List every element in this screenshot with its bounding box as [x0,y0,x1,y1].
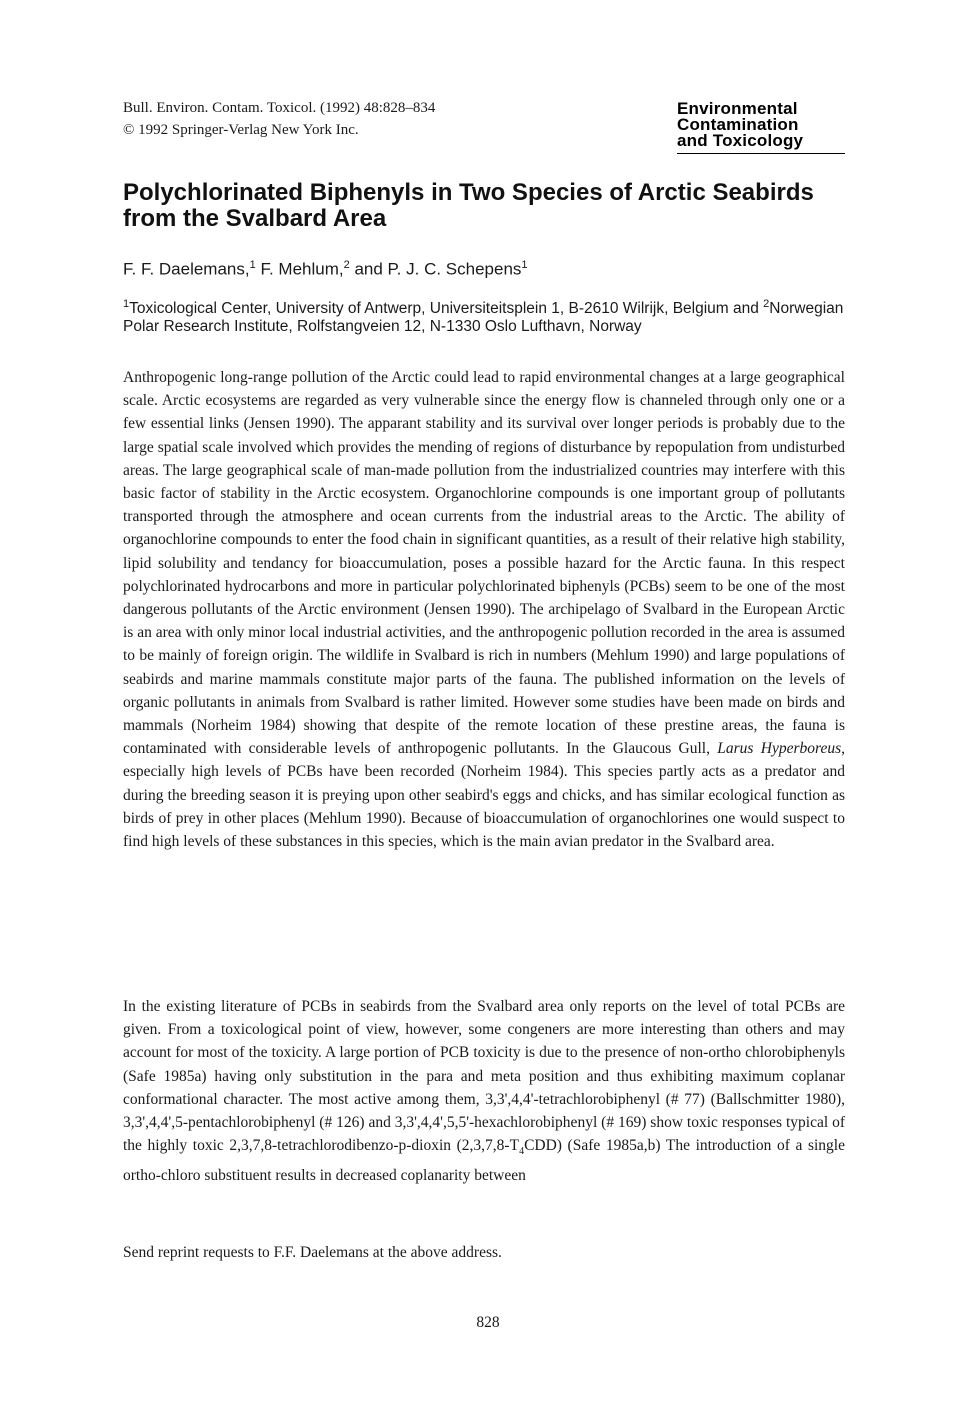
paragraph-2-text-a: In the existing literature of PCBs in seabirds from the Svalbard area only reports on the level of total PCBs are given. From a toxicological point of view, however, some congeners are more interesting than others and may account for most of the toxicity. A large portion of PCB toxicity is due to the presence of non-ortho chlorobiphenyls (Safe 1985a) having only substitution in the para and meta position and thus exhibiting maximum coplanar conformational character. The most active among them, 3,3',4,4'-tetrachlorobiphenyl (# 77) (Ballschmitter 1980), 3,3',4,4',5-pentachlorobiphenyl (# 126) and 3,3',4,4',5,5'-hexachlorobiphenyl (# 169) show toxic responses typical of the highly toxic 2,3,7,8-tetrachlorodibenzo-p-dioxin (2,3,7,8-T [123,998,845,1155]
journal-logo-line-2: Contamination [677,115,799,134]
paragraph-1-text-b: , especially high levels of PCBs have been recorded (Norheim 1984). This species partly acts as a predator and during the breeding season it is preying upon other seabird's eggs and chicks, and has similar ecological function as birds of prey in other places (Mehlum 1990). Because of bioaccumulation of organochlorines one would suspect to find high levels of these substances in this species, which is the main avian predator in the Svalbard area. [123,740,845,851]
journal-logo-rule [677,153,845,154]
journal-logo [677,101,847,154]
species-name-italic: Larus Hyperboreus [717,740,842,758]
author-3-affil-mark: 1 [521,259,528,271]
reprint-footnote: Send reprint requests to F.F. Daelemans at the above address. [123,1244,502,1261]
author-1-affil-mark: 1 [249,259,256,271]
affiliation-1: Toxicological Center, University of Antwerp, Universiteitsplein 1, B-2610 Wilrijk, Belgium and [129,300,764,318]
article-title: Polychlorinated Biphenyls in Two Species of Arctic Seabirds from the Svalbard Area [123,179,814,232]
page-number: 828 [476,1314,500,1331]
author-2: F. Mehlum, [255,259,344,279]
author-2-affil-mark: 2 [343,259,350,271]
author-1: F. F. Daelemans, [123,259,250,279]
author-list [123,254,528,281]
author-3: and P. J. C. Schepens [349,259,522,279]
body-paragraph-2 [123,995,845,1187]
journal-logo-line-1: Environmental [677,99,798,118]
copyright-line: © 1992 Springer-Verlag New York Inc. [123,122,359,138]
paragraph-2-subscript: 4 [519,1146,525,1158]
paragraph-1-text-a: Anthropogenic long-range pollution of the Arctic could lead to rapid environmental changes at a large geographical scale. Arctic ecosystems are regarded as very vulnerable since the energy flow is channeled through only one or a few essential links (Jensen 1990). The apparant stability and its survival over longer periods is probably due to the large spatial scale involved which provides the mending of regions of disturbance by repopulation from undisturbed areas. The large geographical scale of man-made pollution from the industrialized countries may interfere with this basic factor of stability in the Arctic ecosystem. Organochlorine compounds is one important group of pollutants transported through the atmosphere and ocean currents from the industrial areas to the Arctic. The ability of organochlorine compounds to enter the food chain in significant quantities, as a result of their relative high stability, lipid solubility and tendancy for bioaccumulation, poses a possible hazard for the Arctic fauna. In this respect polychlorinated hydrocarbons and more in particular polychlorinated biphenyls (PCBs) seem to be one of the most dangerous pollutants of the Arctic environment (Jensen 1990). The archipelago of Svalbard in the European Arctic is an area with only minor local industrial activities, and the anthropogenic pollution recorded in the area is assumed to be mainly of foreign origin. The wildlife in Svalbard is rich in numbers (Mehlum 1990) and large populations of seabirds and marine mammals constitute major parts of the fauna. The published information on the levels of organic pollutants in animals from Svalbard is rather limited. However some studies have been made on birds and mammals (Norheim 1984) showing that despite of the remote location of these prestine areas, the fauna is contaminated with considerable levels of anthropogenic pollutants. In the Glaucous Gull, [123,369,845,758]
affiliation-mark-1: 1 [123,298,130,310]
affiliation-2: Norwegian Polar Research Institute, Rolfstangveien 12, N-1330 Oslo Lufthavn, Norway [123,300,844,336]
body-paragraph-1 [123,366,845,853]
citation-line-1: Bull. Environ. Contam. Toxicol. (1992) 48:828–834 [123,100,436,116]
affiliation-block [123,295,853,336]
journal-logo-line-3: and Toxicology [677,131,804,150]
paragraph-2-text-b: CDD) (Safe 1985a,b) The introduction of a single ortho-chloro substituent results in decreased coplanarity between [123,1137,845,1184]
affiliation-mark-2: 2 [763,298,770,310]
citation-header [123,97,435,141]
